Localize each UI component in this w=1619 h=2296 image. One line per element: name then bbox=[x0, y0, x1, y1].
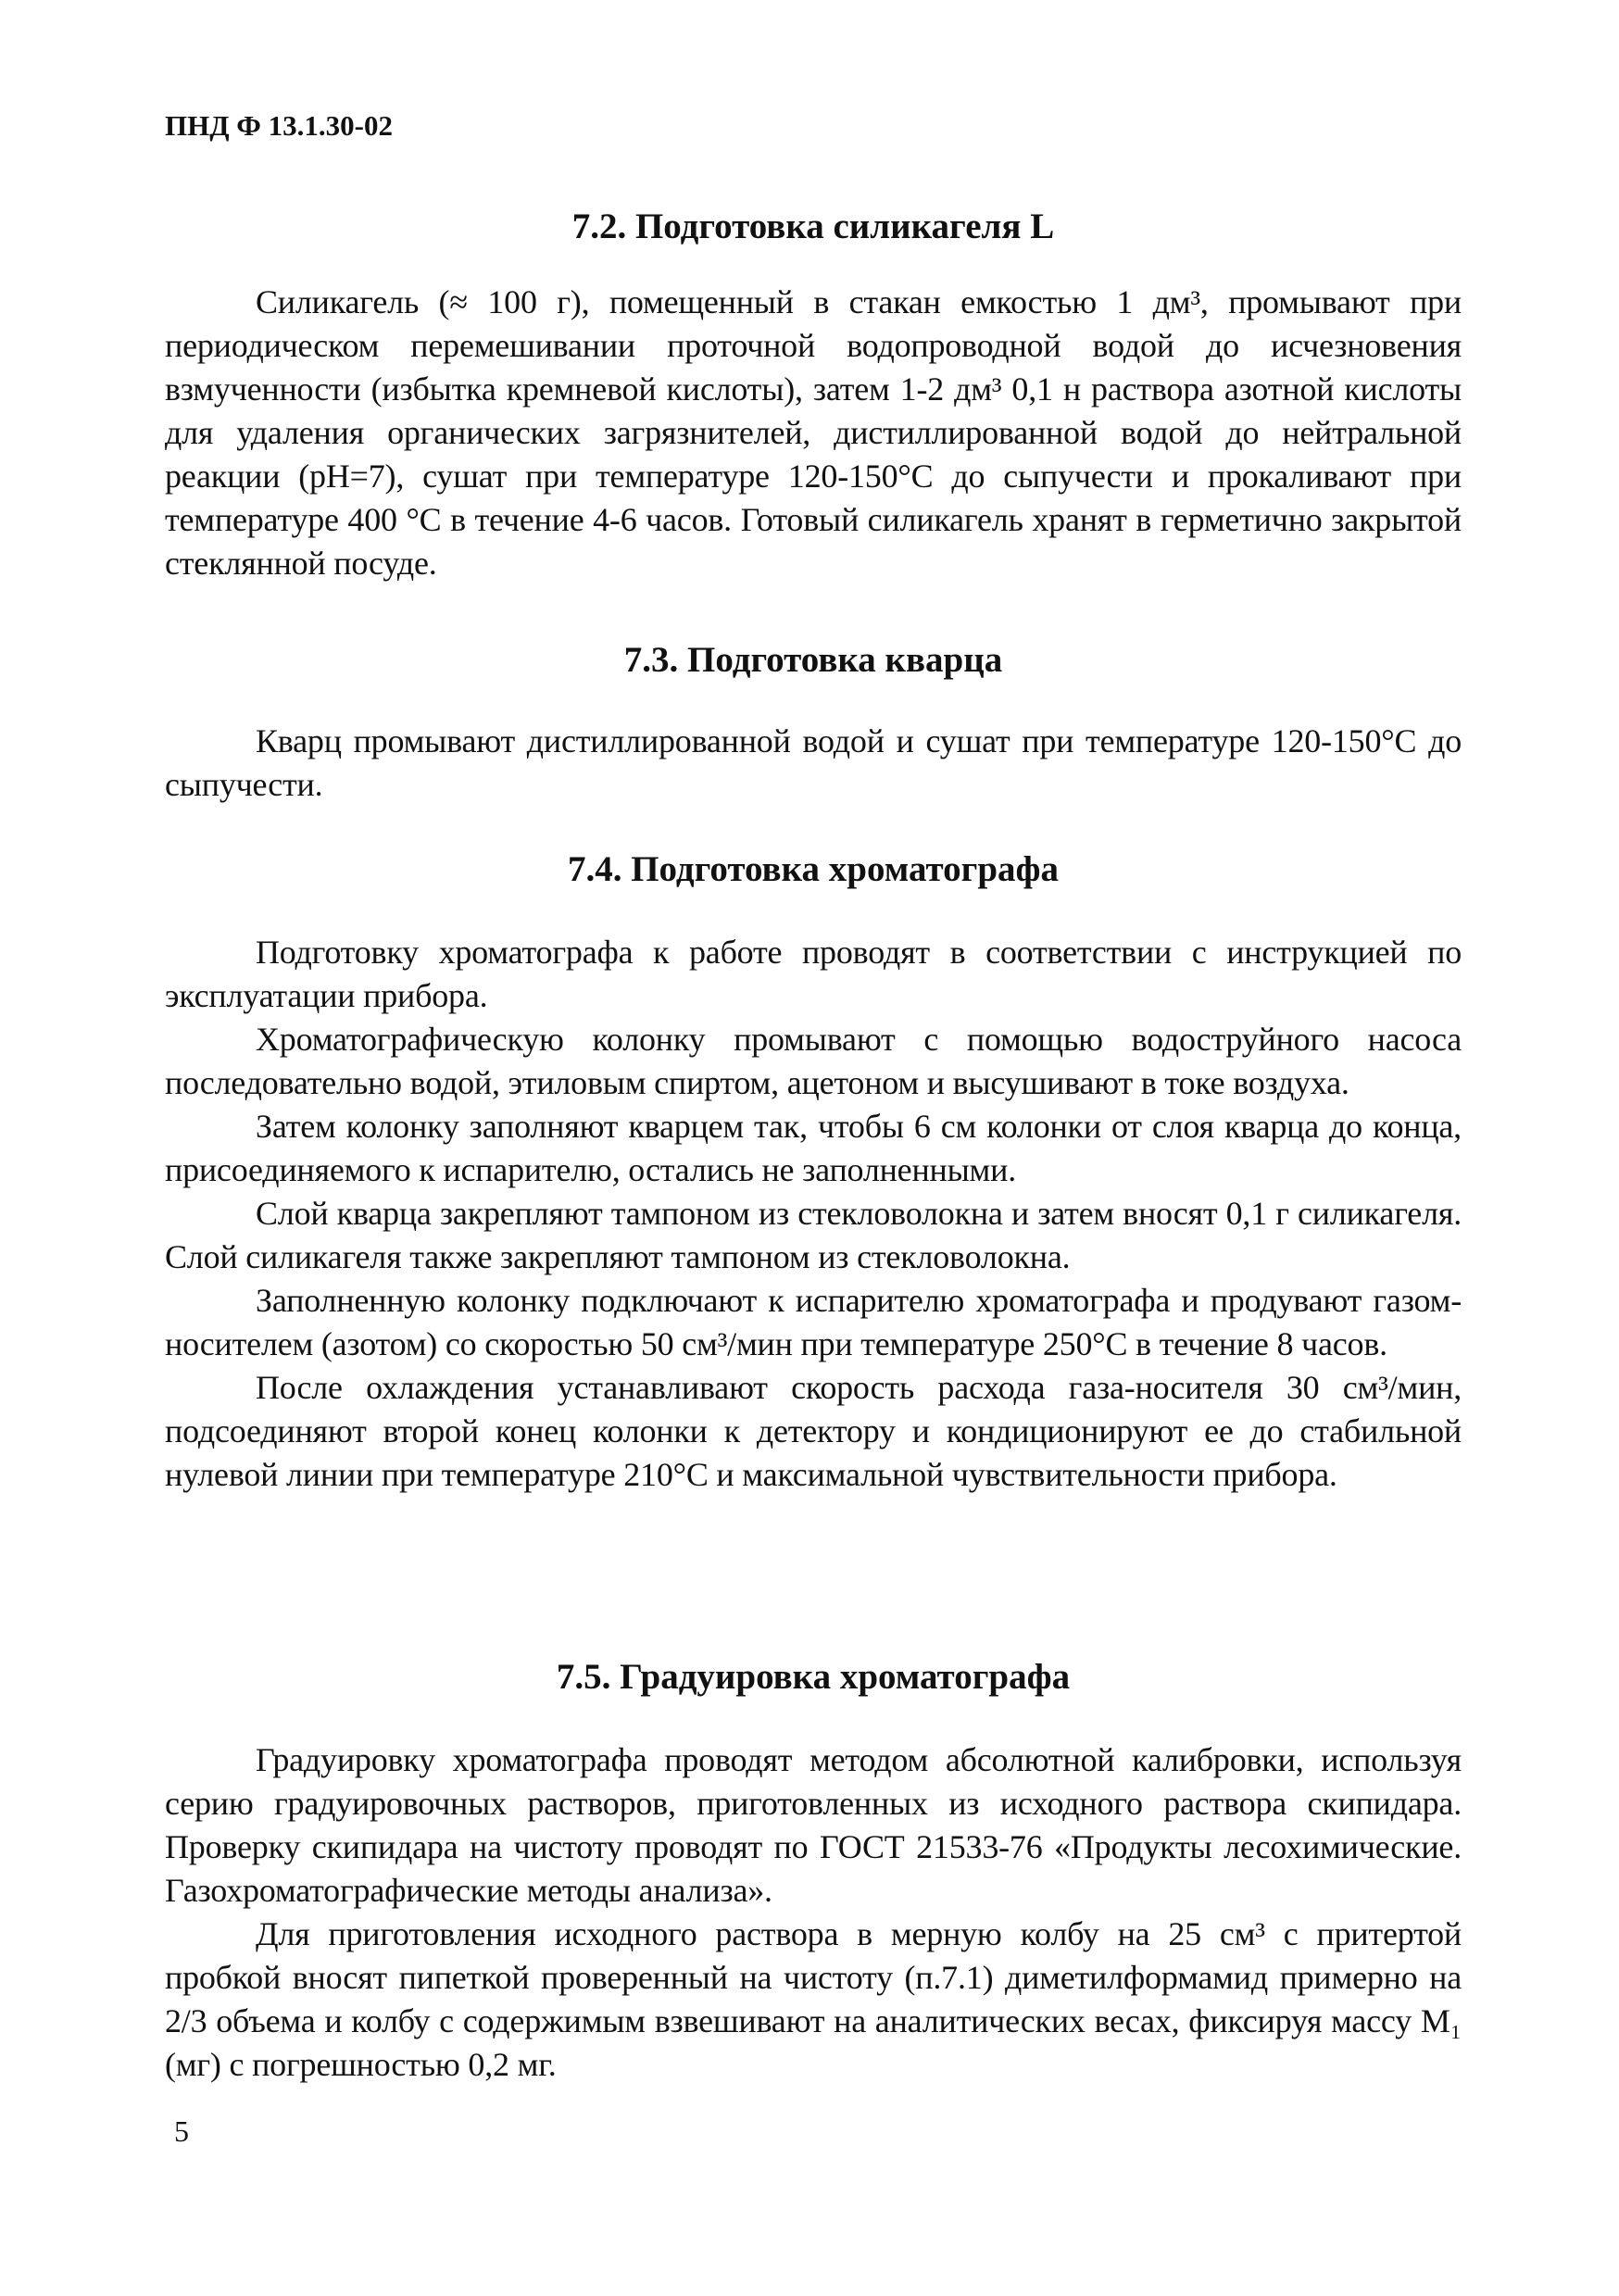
section-7-2 bbox=[165, 206, 1462, 585]
paragraph: Для приготовления исходного раствора в мерную колбу на 25 см³ с притертой пробкой вносят пипеткой проверенный на чистоту (п.7.1) диметилформамид примерно на 2/3 объема и колбу с содержимым взвешивают на аналитических весах, фиксируя массу M₁ (мг) с погрешностью 0,2 мг. bbox=[165, 1914, 1462, 2083]
section-7-5 bbox=[165, 1656, 1462, 2087]
paragraph: Слой кварца закрепляют тампоном из стекловолокна и затем вносят 0,1 г силикагеля. Слой силикагеля также закрепляют тампоном из стекловолокна. bbox=[165, 1194, 1462, 1275]
section-7-3 bbox=[165, 639, 1462, 807]
paragraph: Заполненную колонку подключают к испарителю хроматографа и продувают газом-носителем (азотом) со скоростью 50 см³/мин при температуре 250°С в течение 8 часов. bbox=[165, 1281, 1462, 1362]
section-7-4 bbox=[165, 848, 1462, 1497]
page-number: 5 bbox=[174, 2114, 189, 2148]
paragraph: Градуировку хроматографа проводят методом абсолютной калибровки, используя серию градуировочных растворов, приготовленных из исходного раствора скипидара. Проверку скипидара на чистоту проводят по ГОСТ 21533-76 «Продукты лесохимические. Газохроматографические методы анализа». bbox=[165, 1740, 1462, 1909]
paragraph: Хроматографическую колонку промывают с помощью водоструйного насоса последовательно водой, этиловым спиртом, ацетоном и высушивают в токе воздуха. bbox=[165, 1020, 1462, 1101]
paragraph: Затем колонку заполняют кварцем так, чтобы 6 см колонки от слоя кварца до конца, присоединяемого к испарителю, остались не заполненными. bbox=[165, 1107, 1462, 1188]
paragraph: Кварц промывают дистиллированной водой и сушат при температуре 120-150°С до сыпучести. bbox=[165, 721, 1462, 803]
document-code-header: ПНД Ф 13.1.30-02 bbox=[165, 109, 394, 142]
paragraph: После охлаждения устанавливают скорость расхода газа-носителя 30 см³/мин, подсоединяют второй конец колонки к детектору и кондиционируют ее до стабильной нулевой линии при температуре 210°С и максимальной чувствительности прибора. bbox=[165, 1368, 1462, 1493]
section-title: 7.4. Подготовка хроматографа bbox=[567, 849, 1060, 889]
section-title: 7.5. Градуировка хроматографа bbox=[556, 1657, 1071, 1697]
paragraph: Силикагель (≈ 100 г), помещенный в стакан емкостью 1 дм³, промывают при периодическом перемешивании проточной водопроводной водой до исчезновения взмученности (избытка кремневой кислоты), затем 1-2 дм³ 0,1 н раствора азотной кислоты для удаления органических загрязнителей, дистиллированной водой до нейтральной реакции (рН=7), сушат при температуре 120-150°С до сыпучести и прокаливают при температуре 400 °С в течение 4-6 часов. Готовый силикагель хранят в герметично закрытой стеклянной посуде. bbox=[165, 282, 1462, 582]
section-title: 7.3. Подготовка кварца bbox=[623, 640, 1003, 680]
section-title: 7.2. Подготовка силикагеля L bbox=[571, 207, 1055, 246]
paragraph: Подготовку хроматографа к работе проводят в соответствии с инструкцией по эксплуатации прибора. bbox=[165, 933, 1462, 1014]
